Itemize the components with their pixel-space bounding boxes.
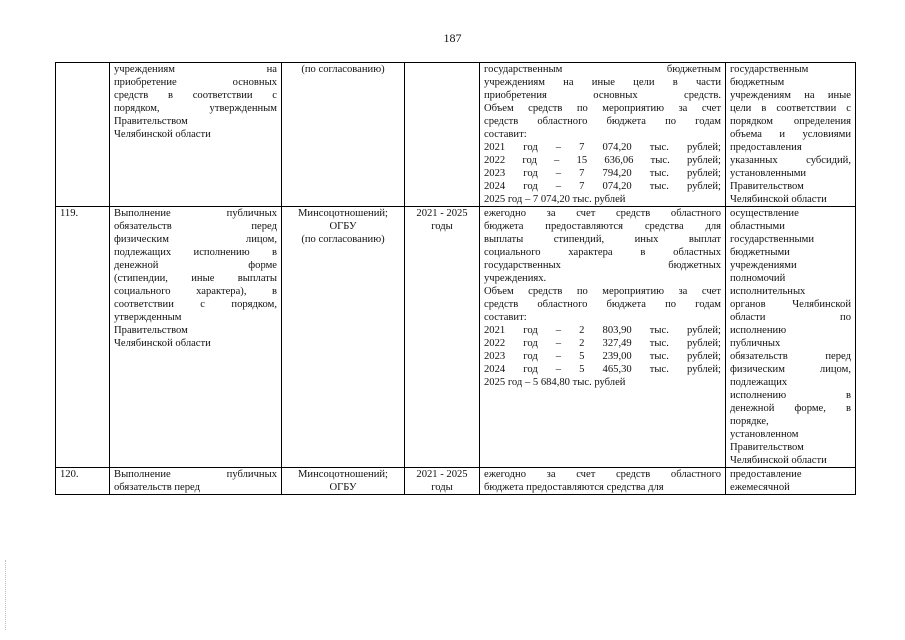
period-cell [405,468,480,495]
scan-margin-marks [5,560,8,630]
cell-text-line: предоставления [730,142,802,153]
cell-text-line: подлежащих [730,377,788,388]
period-cell [405,207,480,468]
responsible-cell [282,63,405,207]
cell-text-line: подлежащих исполнению в [114,247,277,258]
cell-text-line: учреждениям на иные [730,90,851,101]
cell-text-line: учреждениями [730,260,797,271]
row-number-cell [56,63,110,207]
cell-text-line: 2022 год – 2 327,49 тыс. рублей; [484,338,721,349]
cell-text-line: Объем средств по мероприятию за счет [484,103,721,114]
cell-text-line: исполнительных [730,286,806,297]
cell-text-line: бюджета предоставляются средства для [484,482,664,493]
cell-text-line: объема и условиями [730,129,851,140]
measures-table [55,62,856,495]
funding-cell [480,63,726,207]
result-cell [726,63,856,207]
cell-text-line: Правительством [730,442,804,453]
cell-text-line: областными [730,221,785,232]
cell-text-line: осуществление [730,208,799,219]
measure-name-cell [110,468,282,495]
cell-text-line: исполнению в [730,390,851,401]
cell-text-line: Челябинской области [114,129,211,140]
cell-text-line: годы [431,482,453,493]
cell-text-line: обязательств перед [730,351,851,362]
cell-text-line: учреждениям на [114,64,277,75]
cell-text-line: бюджетными [730,247,790,258]
cell-text-line: области по [730,312,851,323]
measure-name-cell [110,63,282,207]
responsible-cell [282,468,405,495]
cell-text-line: Правительством [114,116,188,127]
cell-text-line: Выполнение публичных [114,208,277,219]
cell-text-line: физическим лицом, [114,234,277,245]
table-row [56,207,856,468]
cell-text-line: государственных бюджетных [484,260,721,271]
cell-text-line: Минсоцотношений; [298,469,388,480]
cell-text-line: Выполнение публичных [114,469,277,480]
cell-text-line: (стипендии, иные выплаты [114,273,277,284]
cell-text-line: выплаты стипендий, иных выплат [484,234,721,245]
cell-text-line: порядком определения [730,116,851,127]
cell-text-line: средств областного бюджета по годам [484,299,721,310]
cell-text-line: 2025 год – 7 074,20 тыс. рублей [484,194,626,205]
cell-text-line: полномочий [730,273,786,284]
measure-name-cell [110,207,282,468]
cell-text-line: составит: [484,312,527,323]
page-number: 187 [443,31,462,45]
cell-text-line: средств областного бюджета по годам [484,116,721,127]
row-number-cell: 120. [56,468,110,495]
funding-cell [480,468,726,495]
cell-text-line: государственным бюджетным [484,64,721,75]
cell-text-line: 2021 - 2025 [416,469,468,480]
table-row [56,63,856,207]
cell-text-line: 2021 год – 2 803,90 тыс. рублей; [484,325,721,336]
cell-text-line: ежегодно за счет средств областного [484,208,721,219]
cell-text-line: обязательств перед [114,221,277,232]
cell-text-line: 2024 год – 5 465,30 тыс. рублей; [484,364,721,375]
cell-text-line: составит: [484,129,527,140]
cell-text-line: Минсоцотношений; [298,208,388,219]
cell-text-line: денежной форме [114,260,277,271]
cell-text-line: соответствии с порядком, [114,299,277,310]
cell-text-line: обязательств перед [114,482,200,493]
cell-text-line: порядком, утвержденным [114,103,277,114]
cell-text-line: Объем средств по мероприятию за счет [484,286,721,297]
cell-text-line: бюджетным [730,77,785,88]
cell-text-line: 2023 год – 5 239,00 тыс. рублей; [484,351,721,362]
cell-text-line: Челябинской области [114,338,211,349]
cell-text-line: ОГБУ [329,482,357,493]
cell-text-line: исполнению [730,325,787,336]
result-cell [726,468,856,495]
cell-text-line: приобретения основных средств. [484,90,721,101]
cell-text-line: Челябинской области [730,194,827,205]
cell-text-line: 2022 год – 15 636,06 тыс. рублей; [484,155,721,166]
cell-text-line: ежегодно за счет средств областного [484,469,721,480]
cell-text-line: установленными [730,168,807,179]
cell-text-line: (по согласованию) [301,64,385,75]
cell-text-line: (по согласованию) [301,234,385,245]
cell-text-line: учреждениях. [484,273,547,284]
cell-text-line: ОГБУ [329,221,357,232]
cell-text-line: Челябинской области [730,455,827,466]
cell-text-line: 2021 - 2025 [416,208,468,219]
cell-text-line: предоставление [730,469,802,480]
cell-text-line: годы [431,221,453,232]
cell-text-line: физическим лицом, [730,364,851,375]
cell-text-line: социального характера в областных [484,247,721,258]
cell-text-line: 2023 год – 7 794,20 тыс. рублей; [484,168,721,179]
cell-text-line: приобретение основных [114,77,277,88]
cell-text-line: ежемесячной [730,482,790,493]
cell-text-line: цели в соответствии с [730,103,851,114]
cell-text-line: органов Челябинской [730,299,851,310]
period-cell [405,63,480,207]
cell-text-line: порядке, [730,416,769,427]
cell-text-line: утвержденным [114,312,182,323]
cell-text-line: указанных субсидий, [730,155,851,166]
cell-text-line: средств в соответствии с [114,90,277,101]
row-number-cell: 119. [56,207,110,468]
cell-text-line: социального характера), в [114,286,277,297]
cell-text-line: 2021 год – 7 074,20 тыс. рублей; [484,142,721,153]
cell-text-line: публичных [730,338,781,349]
cell-text-line: учреждениям на иные цели в части [484,77,721,88]
table-row [56,468,856,495]
funding-cell [480,207,726,468]
cell-text-line: государственными [730,234,815,245]
cell-text-line: Правительством [114,325,188,336]
result-cell [726,207,856,468]
cell-text-line: 2024 год – 7 074,20 тыс. рублей; [484,181,721,192]
cell-text-line: бюджета предоставляются средства для [484,221,721,232]
cell-text-line: Правительством [730,181,804,192]
cell-text-line: 2025 год – 5 684,80 тыс. рублей [484,377,626,388]
table-body [56,63,856,495]
cell-text-line: установленном [730,429,799,440]
cell-text-line: государственным [730,64,809,75]
responsible-cell [282,207,405,468]
cell-text-line: денежной форме, в [730,403,851,414]
